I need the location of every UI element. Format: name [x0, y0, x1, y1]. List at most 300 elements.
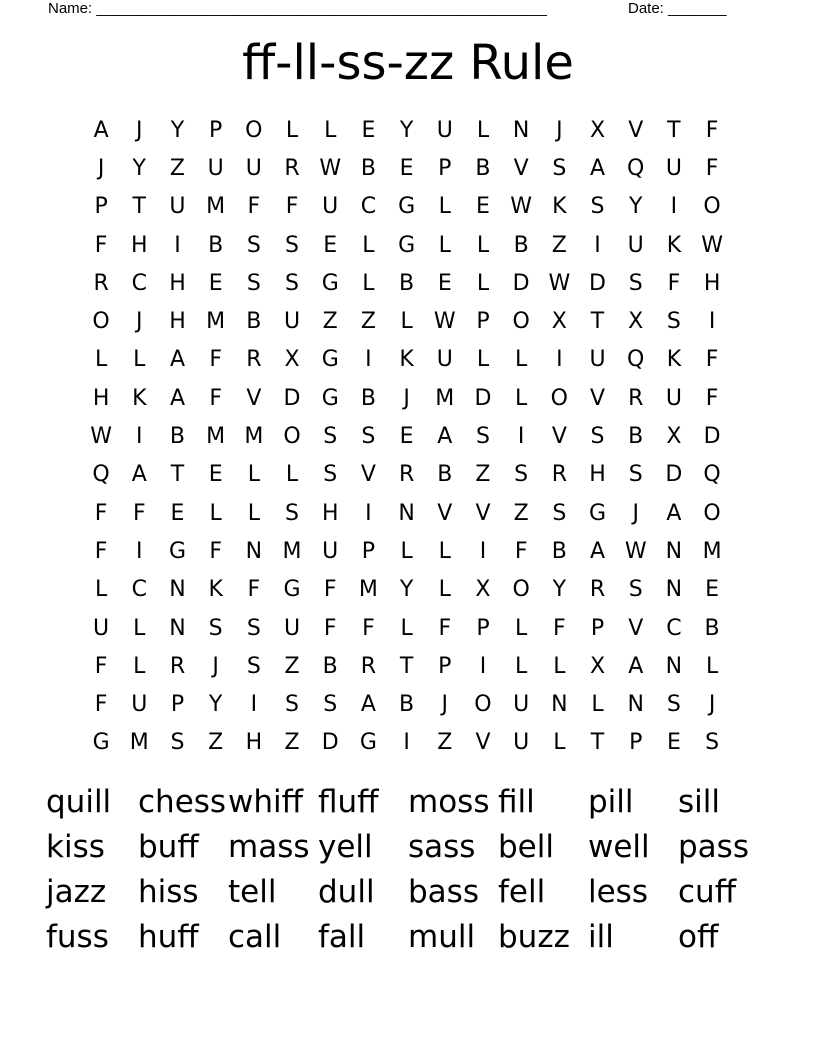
grid-letter[interactable]: L — [94, 577, 108, 603]
grid-letter[interactable]: N — [627, 692, 644, 718]
grid-letter[interactable]: B — [628, 424, 644, 450]
grid-letter[interactable]: X — [551, 309, 567, 335]
grid-letter[interactable]: E — [666, 730, 681, 756]
grid-letter[interactable]: P — [438, 155, 452, 181]
grid-letter[interactable]: L — [438, 538, 451, 564]
grid-letter[interactable]: L — [400, 538, 413, 564]
grid-letter[interactable]: S — [666, 692, 681, 718]
grid-letter[interactable]: S — [590, 194, 605, 220]
grid-letter[interactable]: F — [94, 500, 108, 526]
grid-letter[interactable]: L — [705, 653, 719, 679]
grid-letter[interactable]: H — [131, 232, 148, 258]
grid-row — [82, 379, 731, 417]
grid-letter[interactable]: A — [169, 385, 185, 411]
grid-letter[interactable]: O — [512, 577, 530, 603]
grid-letter[interactable]: F — [94, 692, 108, 718]
grid-letter[interactable]: B — [322, 653, 338, 679]
grid-letter[interactable]: S — [170, 730, 185, 756]
grid-letter[interactable]: P — [438, 653, 452, 679]
grid-letter[interactable]: D — [283, 385, 301, 411]
grid-letter[interactable]: K — [666, 232, 682, 258]
grid-letter[interactable]: X — [666, 424, 682, 450]
grid-letter[interactable]: T — [399, 653, 414, 679]
grid-letter[interactable]: N — [169, 615, 186, 641]
grid-letter[interactable]: W — [548, 270, 571, 296]
grid-letter[interactable]: D — [665, 462, 683, 488]
grid-letter[interactable]: T — [590, 730, 605, 756]
grid-letter[interactable]: A — [666, 500, 682, 526]
grid-letter[interactable]: A — [131, 462, 147, 488]
grid-letter[interactable]: L — [553, 730, 566, 756]
grid-letter[interactable]: O — [703, 194, 721, 220]
grid-letter[interactable]: C — [666, 615, 682, 641]
grid-letter[interactable]: S — [552, 500, 567, 526]
grid-letter[interactable]: S — [285, 232, 300, 258]
grid-letter[interactable]: U — [665, 385, 682, 411]
grid-letter[interactable]: S — [628, 577, 643, 603]
grid-letter[interactable]: P — [476, 309, 490, 335]
grid-letter[interactable]: H — [245, 730, 263, 756]
grid-letter[interactable]: Z — [360, 309, 376, 335]
grid-letter[interactable]: F — [94, 653, 108, 679]
grid-letter[interactable]: I — [556, 347, 563, 373]
grid-letter[interactable]: V — [360, 462, 376, 488]
grid-letter[interactable]: K — [399, 347, 414, 373]
grid-letter[interactable]: U — [436, 117, 453, 143]
grid-letter[interactable]: B — [475, 155, 491, 181]
grid-letter[interactable]: F — [209, 347, 222, 373]
grid-letter[interactable]: N — [665, 538, 683, 564]
grid-letter[interactable]: F — [438, 615, 452, 641]
grid-letter[interactable]: F — [94, 232, 108, 258]
grid-letter[interactable]: S — [246, 232, 261, 258]
grid-letter[interactable]: I — [403, 730, 410, 756]
grid-letter[interactable]: O — [283, 424, 301, 450]
grid-letter[interactable]: U — [245, 155, 262, 181]
grid-letter[interactable]: T — [590, 309, 605, 335]
grid-letter[interactable]: D — [474, 385, 492, 411]
grid-letter[interactable]: R — [93, 270, 109, 296]
grid-letter[interactable]: P — [361, 538, 376, 564]
grid-letter[interactable]: R — [551, 462, 567, 488]
grid-letter[interactable]: L — [247, 500, 260, 526]
grid-letter[interactable]: Y — [170, 117, 185, 143]
grid-letter[interactable]: B — [437, 462, 453, 488]
grid-letter[interactable]: E — [399, 155, 414, 181]
grid-letter[interactable]: S — [705, 730, 720, 756]
grid-letter[interactable]: L — [476, 117, 490, 143]
grid-letter[interactable]: F — [705, 347, 719, 373]
grid-letter[interactable]: S — [361, 424, 376, 450]
grid-letter[interactable]: G — [398, 232, 416, 258]
grid-letter[interactable]: Z — [437, 730, 453, 756]
grid-letter[interactable]: L — [362, 270, 375, 296]
grid-letter[interactable]: N — [551, 692, 568, 718]
grid-letter[interactable]: E — [476, 194, 490, 220]
grid-letter[interactable]: M — [206, 309, 226, 335]
grid-letter[interactable]: U — [513, 692, 530, 718]
grid-letter[interactable]: W — [319, 155, 342, 181]
grid-letter[interactable]: V — [475, 500, 491, 526]
grid-letter[interactable]: J — [556, 117, 563, 143]
grid-letter[interactable]: B — [704, 615, 720, 641]
grid-letter[interactable]: V — [628, 117, 644, 143]
grid-letter[interactable]: S — [208, 615, 223, 641]
grid-letter[interactable]: N — [398, 500, 415, 526]
grid-letter[interactable]: S — [666, 309, 681, 335]
grid-letter[interactable]: J — [441, 692, 449, 718]
grid-letter[interactable]: L — [515, 653, 528, 679]
grid-letter[interactable]: W — [433, 309, 456, 335]
grid-letter[interactable]: C — [131, 577, 147, 603]
grid-letter[interactable]: V — [628, 615, 644, 641]
grid-letter[interactable]: Z — [551, 232, 567, 258]
grid-letter[interactable]: L — [476, 270, 490, 296]
grid-letter[interactable]: F — [323, 577, 337, 603]
grid-letter[interactable]: E — [437, 270, 452, 296]
page-title: ff-ll-ss-zz Rule — [242, 35, 574, 91]
grid-letter[interactable]: I — [479, 653, 487, 679]
grid-letter[interactable]: H — [321, 500, 339, 526]
grid-letter[interactable]: F — [209, 385, 222, 411]
grid-letter[interactable]: Q — [627, 155, 645, 181]
grid-letter[interactable]: D — [703, 424, 721, 450]
grid-letter[interactable]: S — [590, 424, 605, 450]
grid-letter[interactable]: V — [437, 500, 453, 526]
grid-letter[interactable]: X — [589, 653, 606, 679]
date-field-label[interactable]: Date: _______ — [628, 0, 727, 17]
grid-letter[interactable]: R — [284, 155, 300, 181]
grid-letter[interactable]: Y — [399, 577, 414, 603]
grid-letter[interactable]: I — [479, 538, 487, 564]
grid-letter[interactable]: R — [398, 462, 415, 488]
grid-letter[interactable]: I — [365, 347, 372, 373]
word-list-item: fuss — [46, 919, 109, 955]
grid-letter[interactable]: M — [358, 577, 378, 603]
grid-letter[interactable]: B — [208, 232, 224, 258]
grid-letter[interactable]: K — [666, 347, 682, 373]
grid-letter[interactable]: S — [285, 270, 300, 296]
grid-letter[interactable]: L — [362, 232, 375, 258]
grid-letter[interactable]: L — [400, 615, 413, 641]
grid-letter[interactable]: V — [475, 730, 491, 756]
grid-letter[interactable]: V — [513, 155, 529, 181]
grid-letter[interactable]: M — [244, 424, 264, 450]
grid-letter[interactable]: M — [435, 385, 455, 411]
grid-letter[interactable]: T — [170, 462, 185, 488]
grid-letter[interactable]: L — [324, 117, 337, 143]
grid-letter[interactable]: U — [93, 615, 110, 641]
grid-letter[interactable]: Z — [169, 155, 185, 181]
grid-letter[interactable]: B — [246, 309, 262, 335]
grid-letter[interactable]: F — [323, 615, 337, 641]
grid-letter[interactable]: Q — [703, 462, 721, 488]
grid-letter[interactable]: Q — [627, 347, 645, 373]
grid-letter[interactable]: E — [705, 577, 720, 603]
grid-letter[interactable]: G — [321, 347, 339, 373]
grid-letter[interactable]: G — [589, 500, 607, 526]
grid-letter[interactable]: F — [514, 538, 528, 564]
grid-letter[interactable]: P — [476, 615, 490, 641]
grid-letter[interactable]: L — [476, 347, 490, 373]
grid-letter[interactable]: I — [365, 500, 372, 526]
grid-letter[interactable]: F — [667, 270, 681, 296]
grid-letter[interactable]: K — [208, 577, 223, 603]
grid-letter[interactable]: X — [589, 117, 606, 143]
grid-letter[interactable]: F — [285, 194, 299, 220]
grid-letter[interactable]: P — [170, 692, 185, 718]
grid-letter[interactable]: L — [285, 117, 299, 143]
grid-letter[interactable]: B — [399, 270, 415, 296]
grid-letter[interactable]: I — [136, 424, 143, 450]
grid-letter[interactable]: L — [553, 653, 566, 679]
grid-letter[interactable]: P — [94, 194, 108, 220]
grid-letter[interactable]: J — [136, 117, 143, 143]
grid-letter[interactable]: L — [133, 653, 146, 679]
grid-letter[interactable]: P — [209, 117, 223, 143]
grid-letter[interactable]: E — [208, 462, 223, 488]
grid-letter[interactable]: H — [169, 270, 186, 296]
grid-letter[interactable]: F — [553, 615, 566, 641]
grid-letter[interactable]: N — [245, 538, 263, 564]
grid-letter[interactable]: B — [360, 385, 376, 411]
grid-letter[interactable]: N — [665, 577, 683, 603]
grid-letter[interactable]: S — [323, 424, 338, 450]
grid-letter[interactable]: A — [360, 692, 376, 718]
grid-letter[interactable]: L — [591, 692, 604, 718]
grid-letter[interactable]: N — [169, 577, 186, 603]
grid-letter[interactable]: H — [169, 309, 186, 335]
grid-letter[interactable]: O — [474, 692, 492, 718]
grid-letter[interactable]: S — [323, 462, 338, 488]
grid-letter[interactable]: T — [132, 194, 146, 220]
grid-letter[interactable]: R — [628, 385, 644, 411]
grid-letter[interactable]: S — [552, 155, 567, 181]
grid-letter[interactable]: U — [283, 615, 301, 641]
grid-letter[interactable]: Y — [208, 692, 223, 718]
grid-row — [82, 149, 731, 187]
grid-letter[interactable]: G — [168, 538, 186, 564]
grid-letter[interactable]: H — [92, 385, 110, 411]
grid-letter[interactable]: J — [97, 155, 105, 181]
grid-letter[interactable]: I — [517, 424, 525, 450]
grid-letter[interactable]: P — [590, 615, 605, 641]
grid-letter[interactable]: S — [285, 692, 300, 718]
grid-letter[interactable]: D — [512, 270, 530, 296]
grid-letter[interactable]: E — [170, 500, 185, 526]
grid-row — [82, 685, 731, 723]
grid-letter[interactable]: O — [550, 385, 568, 411]
grid-letter[interactable]: K — [132, 385, 147, 411]
grid-letter[interactable]: A — [628, 653, 644, 679]
grid-letter[interactable]: I — [250, 692, 258, 718]
grid-letter[interactable]: J — [136, 309, 143, 335]
grid-letter[interactable]: U — [436, 347, 453, 373]
word-list-item: chess — [138, 784, 227, 820]
grid-letter[interactable]: L — [400, 309, 413, 335]
grid-letter[interactable]: L — [209, 500, 222, 526]
grid-letter[interactable]: F — [705, 117, 719, 143]
grid-letter[interactable]: I — [594, 232, 601, 258]
grid-letter[interactable]: D — [589, 270, 606, 296]
grid-letter[interactable]: B — [551, 538, 567, 564]
grid-letter[interactable]: L — [285, 462, 299, 488]
grid-letter[interactable]: L — [515, 385, 528, 411]
grid-letter[interactable]: A — [169, 347, 185, 373]
grid-letter[interactable]: I — [136, 538, 143, 564]
grid-letter[interactable]: S — [285, 500, 300, 526]
grid-letter[interactable]: R — [360, 653, 377, 679]
grid-letter[interactable]: H — [589, 462, 606, 488]
grid-letter[interactable]: Z — [208, 730, 224, 756]
grid-letter[interactable]: B — [360, 155, 376, 181]
grid-letter[interactable]: L — [438, 577, 451, 603]
grid-letter[interactable]: F — [247, 577, 261, 603]
grid-letter[interactable]: W — [510, 194, 533, 220]
grid-letter[interactable]: R — [246, 347, 262, 373]
grid-letter[interactable]: G — [321, 385, 339, 411]
grid-row — [82, 226, 731, 264]
grid-letter[interactable]: Z — [513, 500, 529, 526]
grid-letter[interactable]: E — [208, 270, 223, 296]
grid-letter[interactable]: A — [437, 424, 453, 450]
grid-letter[interactable]: S — [475, 424, 490, 450]
grid-letter[interactable]: R — [589, 577, 606, 603]
grid-letter[interactable]: O — [92, 309, 110, 335]
grid-letter[interactable]: L — [438, 194, 451, 220]
grid-row — [82, 724, 731, 762]
grid-letter[interactable]: Y — [132, 155, 146, 181]
grid-letter[interactable]: U — [322, 538, 339, 564]
word-list-item: bass — [408, 874, 479, 910]
grid-letter[interactable]: U — [169, 194, 186, 220]
grid-letter[interactable]: Z — [284, 730, 300, 756]
grid-letter[interactable]: J — [708, 692, 716, 718]
grid-letter[interactable]: G — [92, 730, 110, 756]
grid-letter[interactable]: E — [399, 424, 414, 450]
grid-letter[interactable]: G — [359, 730, 377, 756]
grid-letter[interactable]: L — [247, 462, 260, 488]
grid-letter[interactable]: A — [590, 155, 606, 181]
grid-letter[interactable]: W — [701, 232, 723, 258]
grid-letter[interactable]: S — [246, 653, 261, 679]
grid-letter[interactable]: K — [552, 194, 567, 220]
grid-letter[interactable]: A — [93, 117, 109, 143]
name-field-label[interactable]: Name: ______________________________________________________ — [48, 0, 547, 17]
grid-letter[interactable]: U — [283, 309, 301, 335]
grid-letter[interactable]: C — [360, 194, 377, 220]
grid-letter[interactable]: Y — [628, 194, 643, 220]
grid-letter[interactable]: B — [513, 232, 529, 258]
grid-letter[interactable]: F — [705, 155, 719, 181]
grid-letter[interactable]: L — [94, 347, 108, 373]
grid-letter[interactable]: Z — [475, 462, 491, 488]
grid-letter[interactable]: M — [282, 538, 302, 564]
grid-letter[interactable]: I — [174, 232, 181, 258]
grid-letter[interactable]: N — [512, 117, 530, 143]
grid-letter[interactable]: Q — [92, 462, 110, 488]
grid-letter[interactable]: H — [703, 270, 721, 296]
grid-letter[interactable]: X — [475, 577, 491, 603]
grid-letter[interactable]: U — [207, 155, 224, 181]
grid-letter[interactable]: U — [589, 347, 606, 373]
grid-letter[interactable]: M — [702, 538, 722, 564]
grid-letter[interactable]: C — [131, 270, 147, 296]
grid-letter[interactable]: L — [515, 347, 528, 373]
grid-letter[interactable]: V — [246, 385, 262, 411]
grid-letter[interactable]: T — [667, 117, 681, 143]
grid-letter[interactable]: B — [169, 424, 186, 450]
grid-letter[interactable]: F — [209, 538, 222, 564]
grid-letter[interactable]: F — [705, 385, 719, 411]
grid-letter[interactable]: E — [361, 117, 376, 143]
grid-letter[interactable]: O — [703, 500, 721, 526]
grid-letter[interactable]: N — [665, 653, 683, 679]
grid-letter[interactable]: X — [628, 309, 644, 335]
grid-letter[interactable]: Z — [322, 309, 338, 335]
grid-letter[interactable]: Z — [284, 653, 300, 679]
grid-letter[interactable]: F — [247, 194, 261, 220]
grid-letter[interactable]: U — [513, 730, 530, 756]
grid-letter[interactable]: U — [322, 194, 339, 220]
grid-letter[interactable]: S — [246, 270, 261, 296]
grid-letter[interactable]: G — [321, 270, 339, 296]
grid-letter[interactable]: L — [133, 347, 146, 373]
grid-letter[interactable]: S — [628, 462, 643, 488]
grid-letter[interactable]: V — [551, 424, 567, 450]
grid-letter[interactable]: F — [94, 538, 108, 564]
grid-letter[interactable]: P — [629, 730, 643, 756]
grid-letter[interactable]: U — [131, 692, 148, 718]
grid-letter[interactable]: S — [323, 692, 338, 718]
grid-letter[interactable]: G — [398, 194, 416, 220]
grid-letter[interactable]: U — [627, 232, 644, 258]
grid-letter[interactable]: L — [133, 615, 146, 641]
grid-letter[interactable]: A — [590, 538, 606, 564]
grid-letter[interactable]: M — [206, 424, 226, 450]
grid-letter[interactable]: D — [321, 730, 339, 756]
grid-letter[interactable]: W — [624, 538, 647, 564]
grid-letter[interactable]: J — [403, 385, 410, 411]
grid-letter[interactable]: O — [245, 117, 263, 143]
grid-letter[interactable]: L — [515, 615, 528, 641]
grid-letter[interactable]: Y — [399, 117, 414, 143]
grid-letter[interactable]: B — [399, 692, 415, 718]
grid-letter[interactable]: S — [628, 270, 643, 296]
grid-letter[interactable]: S — [514, 462, 529, 488]
grid-letter[interactable]: F — [362, 615, 375, 641]
grid-letter[interactable]: L — [476, 232, 490, 258]
grid-letter[interactable]: W — [90, 424, 112, 450]
grid-letter[interactable]: X — [284, 347, 300, 373]
grid-letter[interactable]: F — [132, 500, 146, 526]
grid-letter[interactable]: L — [438, 232, 451, 258]
grid-letter[interactable]: J — [212, 653, 219, 679]
grid-letter[interactable]: Y — [552, 577, 567, 603]
grid-letter[interactable]: J — [632, 500, 639, 526]
grid-letter[interactable]: U — [665, 155, 682, 181]
grid-letter[interactable]: M — [129, 730, 149, 756]
grid-letter[interactable]: M — [206, 194, 226, 220]
grid-letter[interactable]: O — [512, 309, 530, 335]
grid-letter[interactable]: I — [708, 309, 716, 335]
grid-letter[interactable]: I — [670, 194, 678, 220]
grid-letter[interactable]: V — [590, 385, 606, 411]
grid-letter[interactable]: R — [169, 653, 186, 679]
grid-letter[interactable]: S — [246, 615, 261, 641]
grid-letter[interactable]: G — [283, 577, 301, 603]
grid-letter[interactable]: E — [323, 232, 338, 258]
